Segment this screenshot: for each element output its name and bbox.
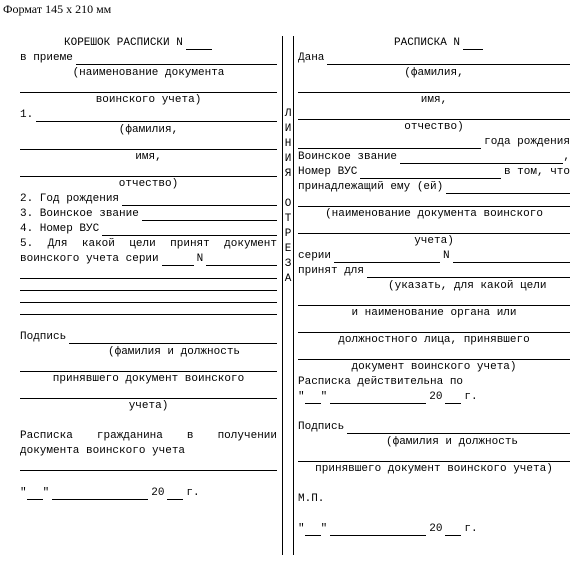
receipt-purpose-hint-3: должностного лица, принявшего <box>338 334 530 346</box>
stub-day-field[interactable] <box>27 488 43 500</box>
stub-date-row <box>20 486 277 501</box>
receipt-valid-year-suffix: г. <box>464 391 478 403</box>
receipt-number-field[interactable] <box>463 38 483 50</box>
receipt-valid-month-field[interactable] <box>330 392 426 404</box>
stub-citizen-receipt-1: Расписка гражданина в получении <box>20 430 277 442</box>
receipt-surname-field[interactable] <box>327 53 570 65</box>
receipt-signer-hint-1: (фамилия и должность <box>386 436 519 448</box>
receipt-birth-year-label: года рождения <box>484 136 570 148</box>
stub-month-field[interactable] <box>52 488 148 500</box>
receipt-signer-hint-2: принявшего документ воинского учета) <box>315 463 553 475</box>
stub-surname-field[interactable] <box>36 110 277 122</box>
stub-document-field-2[interactable] <box>20 81 277 93</box>
receipt-document-field[interactable] <box>446 182 570 194</box>
receipt-title-row <box>298 36 570 51</box>
receipt-doc-name-hint: (наименование документа воинского <box>325 208 543 220</box>
receipt-stub <box>20 36 277 501</box>
receipt-purpose-hint-2: и наименование органа или <box>351 307 517 319</box>
receipt-rank-label: Воинское звание <box>298 151 398 163</box>
stub-purpose-line: 5. Для какой цели принят документ <box>20 238 277 250</box>
stub-received-label: в приеме <box>20 52 73 64</box>
cut-line-letter: А <box>284 273 292 285</box>
stub-item1-label: 1. <box>20 109 34 121</box>
receipt-signature-label: Подпись <box>298 421 345 433</box>
stub-signature-field[interactable] <box>69 332 277 344</box>
receipt-purpose-field-4[interactable] <box>298 348 570 360</box>
stub-received-row <box>20 51 277 66</box>
receipt-date-quote-close: " <box>320 523 328 535</box>
stub-number-field[interactable] <box>186 38 212 50</box>
receipt-n-sign: N <box>443 250 450 262</box>
cut-line-letter: И <box>284 123 292 135</box>
stub-signer-hint-2: принявшего документ воинского <box>52 373 245 385</box>
stub-series-row <box>20 252 277 267</box>
stub-item1-row <box>20 108 277 123</box>
receipt-date-quote-open: " <box>298 523 305 535</box>
stub-year-prefix: 20 <box>151 487 165 499</box>
receipt-year-field[interactable] <box>445 524 461 536</box>
receipt-valid-date-row <box>298 390 570 405</box>
stub-birth-year-row <box>20 192 277 207</box>
cut-line-letter: Я <box>284 168 292 180</box>
cut-line-letter: Л <box>284 108 292 120</box>
receipt-signature-field[interactable] <box>347 422 570 434</box>
stub-purpose-field-4[interactable] <box>20 303 277 315</box>
cut-line-letter: Е <box>284 243 292 255</box>
cut-line-letter: О <box>284 198 292 210</box>
stub-purpose-field-1[interactable] <box>20 267 277 279</box>
stub-rank-row <box>20 207 277 222</box>
receipt-vus-suffix: в том, что <box>503 166 570 178</box>
receipt-birth-year-field[interactable] <box>298 137 481 149</box>
receipt-document-field-3[interactable] <box>298 222 570 234</box>
stub-surname-hint: (фамилия, <box>118 124 179 136</box>
receipt-valid-year-prefix: 20 <box>429 391 443 403</box>
stub-signature-row <box>20 330 277 345</box>
receipt-series-label: серии <box>298 250 332 262</box>
receipt <box>298 36 570 537</box>
stub-patronymic-field[interactable] <box>20 165 277 177</box>
stub-purpose-field-3[interactable] <box>20 291 277 303</box>
stub-doc-name-hint: (наименование документа <box>72 67 225 79</box>
receipt-belonging-label: принадлежащий ему (ей) <box>298 181 444 193</box>
receipt-rank-row <box>298 150 570 165</box>
receipt-purpose-hint-4: документ воинского учета) <box>351 361 517 373</box>
stub-signature-label: Подпись <box>20 331 67 343</box>
stub-citizen-signature-field[interactable] <box>20 459 277 471</box>
receipt-month-field[interactable] <box>330 524 426 536</box>
receipt-accepted-label: принят для <box>298 265 365 277</box>
receipt-mil-record-hint: учета) <box>414 235 454 247</box>
cut-line-right-border <box>293 36 294 555</box>
receipt-year-suffix: г. <box>464 523 478 535</box>
cut-line-letter: И <box>284 153 292 165</box>
receipt-name-hint: имя, <box>420 94 448 106</box>
stub-date-quote-close: " <box>42 487 50 499</box>
receipt-purpose-field[interactable] <box>367 266 570 278</box>
receipt-patronymic-hint: отчество) <box>404 121 464 133</box>
stub-series-field[interactable] <box>162 254 194 266</box>
receipt-valid-until: Расписка действительна по <box>298 376 464 388</box>
stub-doc-number-field[interactable] <box>206 254 277 266</box>
receipt-doc-number-field[interactable] <box>453 251 570 263</box>
cut-line-letter: Т <box>284 213 292 225</box>
stub-signer-hint-1: (фамилия и должность <box>108 346 241 358</box>
stub-title: КОРЕШОК РАСПИСКИ N <box>64 37 183 49</box>
stub-signer-hint-3: учета) <box>128 400 169 412</box>
stub-name-field[interactable] <box>20 138 277 150</box>
receipt-valid-day-field[interactable] <box>305 392 321 404</box>
stub-year-suffix: г. <box>186 487 200 499</box>
receipt-given-row <box>298 51 570 66</box>
receipt-signature-row <box>298 420 570 435</box>
receipt-rank-field[interactable] <box>400 152 563 164</box>
stub-vus-field[interactable] <box>102 224 277 236</box>
receipt-date-row <box>298 522 570 537</box>
receipt-patronymic-field[interactable] <box>298 108 570 120</box>
receipt-rank-comma: , <box>563 151 570 163</box>
cut-line-letter <box>283 182 293 197</box>
receipt-name-field[interactable] <box>298 81 570 93</box>
receipt-purpose-hint-1: (указать, для какой цели <box>388 280 547 292</box>
cut-line-letter: З <box>284 258 292 270</box>
stub-birth-year-label: 2. Год рождения <box>20 193 120 205</box>
stub-purpose-field-2[interactable] <box>20 279 277 291</box>
receipt-signer-field[interactable] <box>298 450 570 462</box>
receipt-document-field-2[interactable] <box>298 195 570 207</box>
receipt-stamp-place: М.П. <box>298 493 325 505</box>
stub-title-row <box>20 36 277 51</box>
stub-signer-field-1[interactable] <box>20 360 277 372</box>
receipt-title: РАСПИСКА N <box>394 37 461 49</box>
stub-name-hint: имя, <box>135 151 162 163</box>
receipt-accepted-row <box>298 264 570 279</box>
cut-line-letter: Н <box>284 138 292 150</box>
stub-mil-record-hint: воинского учета) <box>95 94 202 106</box>
receipt-given-label: Дана <box>298 52 325 64</box>
stub-citizen-receipt-2: документа воинского учета <box>20 445 186 457</box>
receipt-birth-year-row <box>298 135 570 150</box>
receipt-belonging-row <box>298 180 570 195</box>
stub-year-field[interactable] <box>167 488 183 500</box>
stub-date-quote-open: " <box>20 487 27 499</box>
stub-document-field[interactable] <box>76 53 277 65</box>
receipt-day-field[interactable] <box>305 524 321 536</box>
receipt-series-row <box>298 249 570 264</box>
receipt-year-prefix: 20 <box>429 523 443 535</box>
receipt-purpose-field-3[interactable] <box>298 321 570 333</box>
receipt-purpose-field-2[interactable] <box>298 294 570 306</box>
stub-series-label: воинского учета серии <box>20 253 159 265</box>
stub-rank-label: 3. Воинское звание <box>20 208 139 220</box>
receipt-valid-quote-close: " <box>320 391 328 403</box>
receipt-vus-row <box>298 165 570 180</box>
cut-line-label <box>283 107 293 287</box>
stub-n-sign: N <box>196 253 204 265</box>
receipt-vus-field[interactable] <box>360 167 501 179</box>
stub-signer-field-2[interactable] <box>20 387 277 399</box>
stub-birth-year-field[interactable] <box>122 194 277 206</box>
receipt-valid-quote-open: " <box>298 391 305 403</box>
stub-patronymic-hint: отчество) <box>118 178 179 190</box>
receipt-series-field[interactable] <box>334 251 440 263</box>
receipt-valid-year-field[interactable] <box>445 392 461 404</box>
cut-line-letter: Р <box>284 228 292 240</box>
receipt-surname-hint: (фамилия, <box>404 67 464 79</box>
stub-vus-label: 4. Номер ВУС <box>20 223 100 235</box>
stub-vus-row <box>20 222 277 237</box>
stub-rank-field[interactable] <box>142 209 277 221</box>
receipt-vus-label: Номер ВУС <box>298 166 358 178</box>
format-label: Формат 145 х 210 мм <box>3 2 112 16</box>
